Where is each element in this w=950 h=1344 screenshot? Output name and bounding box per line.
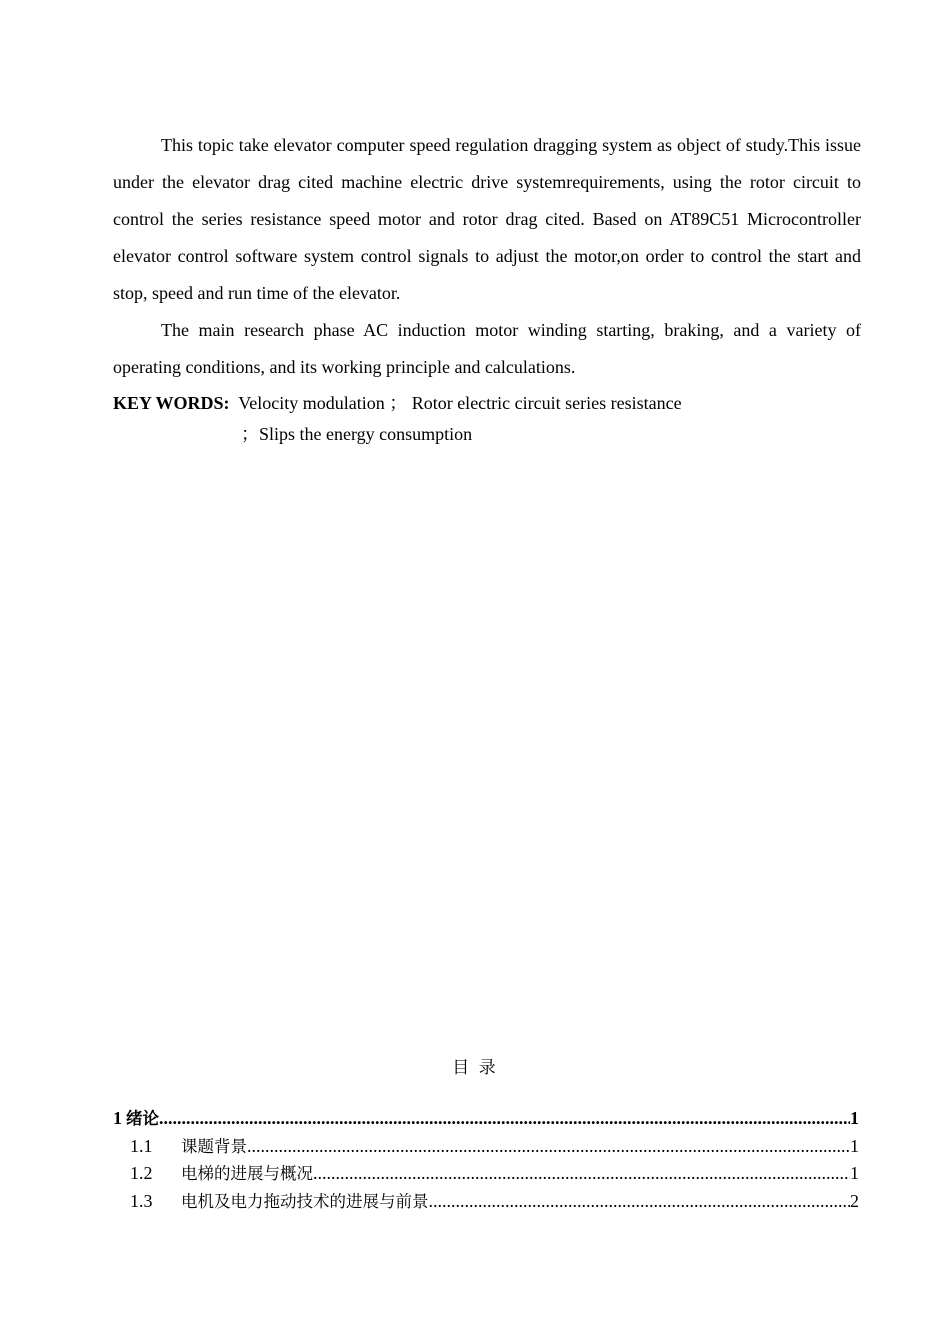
- toc-leader-dots: [247, 1133, 850, 1161]
- toc-entry-number: 1.3: [130, 1190, 153, 1211]
- toc-entry-title: 绪论: [126, 1109, 159, 1128]
- toc-entry-page: 1: [850, 1135, 859, 1156]
- table-of-contents: [113, 1105, 859, 1215]
- toc-entry-1-2[interactable]: [113, 1160, 859, 1188]
- toc-leader-dots: [313, 1160, 850, 1188]
- abstract-paragraph-2: The main research phase AC induction motor winding starting, braking, and a variety of operating conditions, and its working principle and calculations.: [113, 320, 861, 377]
- toc-entry-page: 1: [850, 1163, 859, 1183]
- toc-entry-title: 电机及电力拖动技术的进展与前景: [181, 1191, 429, 1211]
- keywords-line-2: [113, 419, 861, 450]
- toc-entry-number: 1.1: [130, 1135, 153, 1156]
- toc-entry-number: 1: [113, 1108, 122, 1128]
- abstract-section: [113, 127, 861, 386]
- keywords-label: KEY WORDS:: [113, 393, 230, 413]
- toc-entry-title: 课题背景: [181, 1136, 247, 1156]
- toc-entry-page: 1: [850, 1108, 859, 1128]
- toc-entry-1-3[interactable]: [113, 1188, 859, 1216]
- toc-entry-1-1[interactable]: [113, 1133, 859, 1161]
- toc-entry-number: 1.2: [130, 1163, 153, 1183]
- keywords-text-2: ；Slips the energy consumption: [241, 424, 473, 444]
- keywords-section: [113, 388, 861, 450]
- abstract-paragraph-1: This topic take elevator computer speed regulation dragging system as object of study.This issue under the elevator drag cited machine electric drive systemrequirements, using the rotor circuit to control the series resistance speed motor and rotor drag cited. Based on AT89C51 Microcontroller elevator control software system control signals to adjust the motor,on order to control the start and stop, speed and run time of the elevator.: [113, 135, 861, 303]
- toc-leader-dots: [429, 1188, 851, 1216]
- toc-entry-1[interactable]: [113, 1105, 859, 1133]
- toc-leader-dots: [159, 1105, 850, 1133]
- toc-entry-title: 电梯的进展与概况: [181, 1164, 313, 1183]
- keywords-text-1: Velocity modulation ； Rotor electric circuit series resistance: [238, 393, 682, 413]
- keywords-line-1: [113, 388, 861, 419]
- toc-title: 目 录: [452, 1058, 498, 1078]
- toc-entry-page: 2: [850, 1190, 859, 1211]
